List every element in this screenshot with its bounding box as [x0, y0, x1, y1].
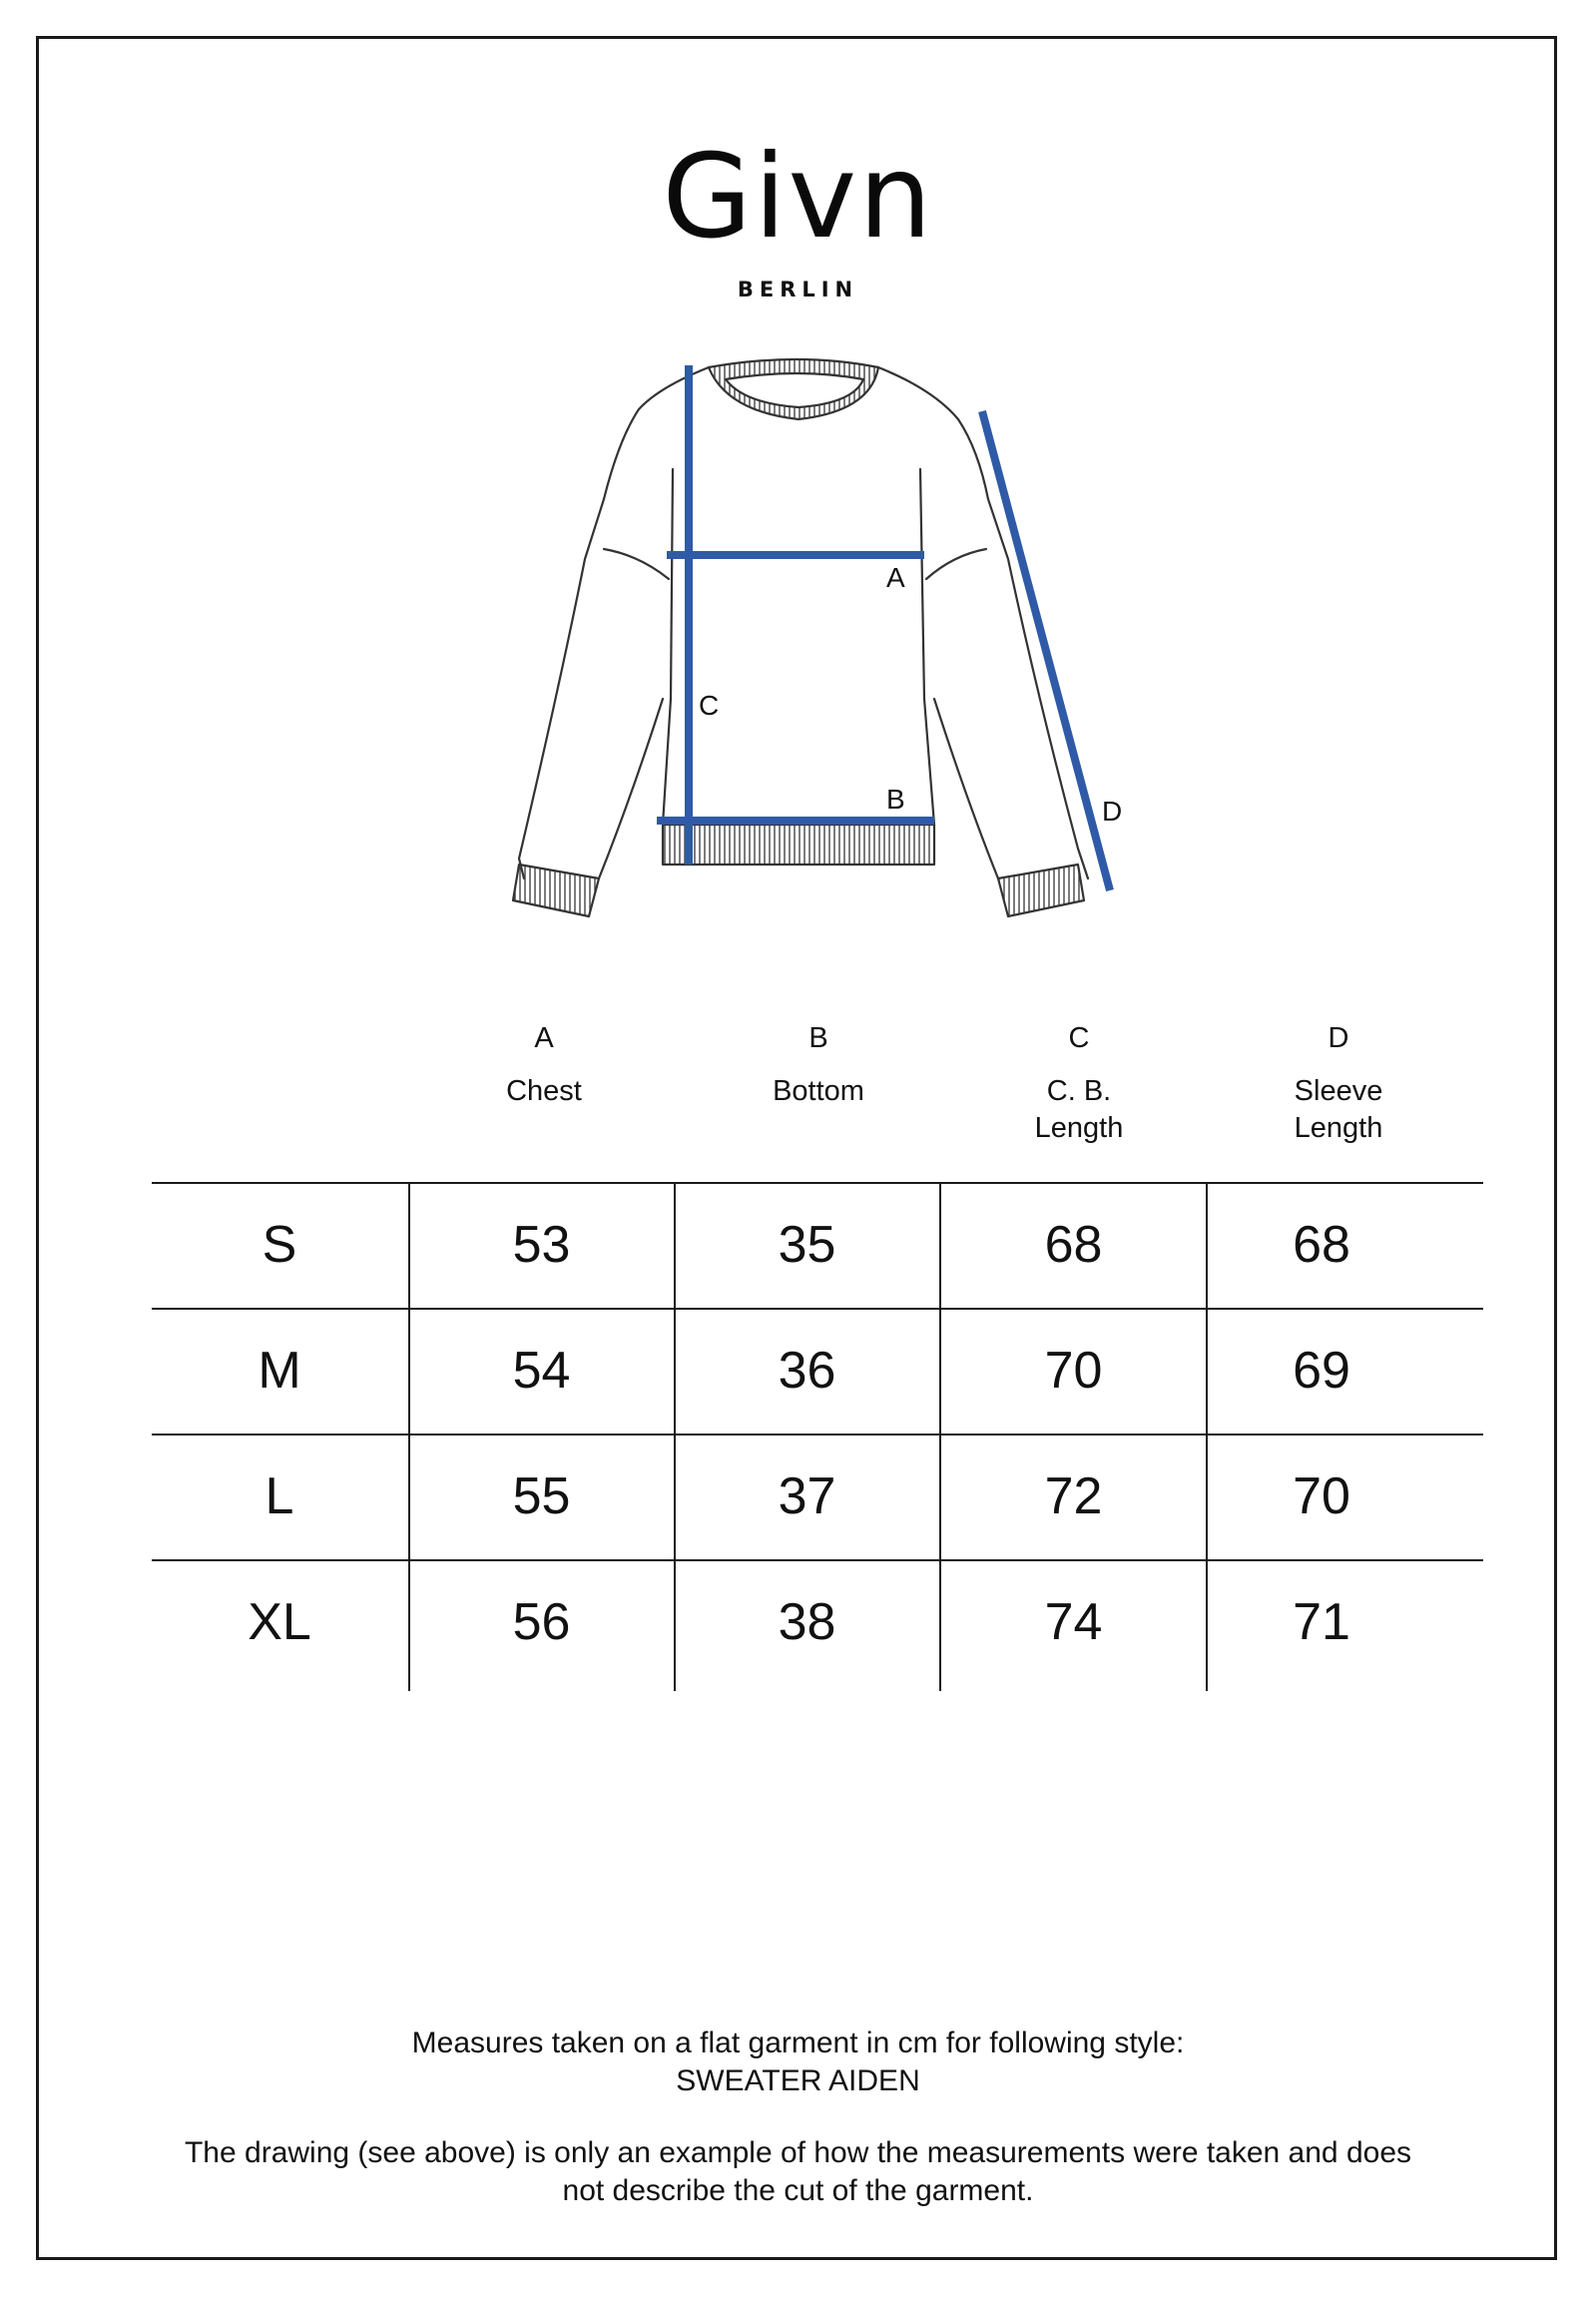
column-header-d: D Sleeve Length — [1294, 1022, 1383, 1144]
value-cb-length: 68 — [1044, 1216, 1103, 1274]
sweater-outline — [513, 359, 1088, 916]
label-c: C — [699, 690, 720, 721]
footer-line-4: not describe the cut of the garment. — [562, 2174, 1034, 2207]
value-chest: 54 — [512, 1342, 571, 1400]
value-bottom: 38 — [778, 1593, 836, 1651]
footer-line-3: The drawing (see above) is only an example of how the measurements were taken and does — [184, 2136, 1412, 2169]
column-header-c: C C. B. Length — [1034, 1022, 1124, 1144]
size-label: M — [258, 1342, 301, 1400]
footer-line-1: Measures taken on a flat garment in cm for following style: — [411, 2026, 1185, 2059]
value-sleeve-length: 68 — [1293, 1216, 1350, 1274]
size-label: S — [262, 1216, 297, 1274]
size-label: L — [265, 1467, 294, 1525]
value-chest: 55 — [512, 1467, 571, 1525]
value-chest: 53 — [512, 1216, 571, 1274]
value-cb-length: 72 — [1044, 1467, 1103, 1525]
measure-lines — [657, 365, 1110, 890]
value-sleeve-length: 70 — [1293, 1467, 1350, 1525]
value-cb-length: 74 — [1044, 1593, 1103, 1651]
footer-style-name: SWEATER AIDEN — [676, 2064, 920, 2097]
table-row — [152, 1559, 1483, 1685]
value-cb-length: 70 — [1044, 1342, 1103, 1400]
table-row — [152, 1308, 1483, 1434]
footer-note — [60, 2024, 1536, 2100]
brand-name: Givn — [662, 130, 934, 265]
value-sleeve-length: 71 — [1293, 1593, 1350, 1651]
value-bottom: 36 — [778, 1342, 836, 1400]
column-header-b: B Bottom — [773, 1022, 864, 1107]
value-sleeve-length: 69 — [1293, 1342, 1350, 1400]
size-label: XL — [248, 1593, 311, 1651]
label-b: B — [886, 784, 905, 815]
value-bottom: 35 — [778, 1216, 836, 1274]
table-row — [152, 1434, 1483, 1559]
label-d: D — [1102, 796, 1123, 827]
column-header-a: A Chest — [506, 1022, 582, 1107]
size-table — [152, 1182, 1483, 1685]
brand-city: BERLIN — [737, 278, 859, 301]
footer-disclaimer — [60, 2134, 1536, 2210]
value-chest: 56 — [512, 1593, 571, 1651]
value-bottom: 37 — [778, 1467, 836, 1525]
label-a: A — [886, 562, 905, 593]
table-row — [152, 1182, 1483, 1308]
measure-line-d — [982, 411, 1110, 890]
